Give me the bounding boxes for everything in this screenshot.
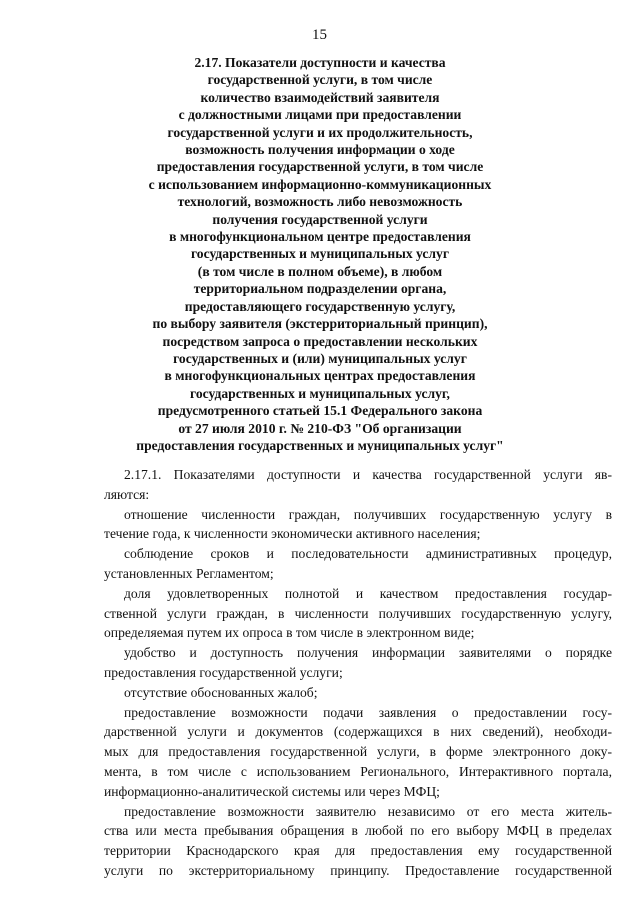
heading-line: возможность получения информации о ходе — [185, 142, 455, 158]
heading-line: в многофункциональном центре предоставления — [169, 229, 471, 245]
heading-line: посредством запроса о предоставлении нескольких — [162, 333, 478, 349]
body-line: течение года, к численности экономически активного населения; — [104, 526, 481, 542]
body-line: ляются: — [104, 486, 150, 502]
heading-line: государственных и муниципальных услуг, — [190, 385, 450, 401]
page-number: 15 — [312, 27, 327, 43]
body-text — [104, 465, 612, 881]
heading-line: получения государственной услуги — [212, 211, 428, 227]
body-line: ства или места пребывания обращения в любой по его выбору МФЦ в пределах — [104, 823, 612, 839]
heading-line: по выбору заявителя (экстерриториальный принцип), — [152, 316, 488, 332]
heading-line: количество взаимодействий заявителя — [200, 89, 440, 105]
heading-line: предоставления государственных и муниципальных услуг" — [136, 437, 504, 453]
body-line: предоставление возможности подачи заявления о предоставлении госу- — [124, 704, 612, 720]
heading-line: предоставляющего государственную услугу, — [184, 298, 456, 314]
heading-line: государственной услуги и их продолжительность, — [167, 124, 473, 140]
heading-line: в многофункциональных центрах предоставления — [164, 368, 476, 384]
body-line: отношение численности граждан, получивших государственную услугу в — [124, 506, 612, 522]
heading-line: (в том числе в полном объеме), в любом — [197, 263, 443, 279]
body-line: отсутствие обоснованных жалоб; — [124, 684, 318, 700]
body-line: мых для предоставления государственной услуги, в форме электронного доку- — [104, 744, 612, 760]
body-line: установленных Регламентом; — [104, 565, 274, 581]
heading-line: с должностными лицами при предоставлении — [178, 107, 462, 123]
heading-line: государственных и (или) муниципальных услуг — [173, 350, 467, 366]
heading-line: предоставления государственной услуги, в том числе — [156, 159, 484, 175]
section-heading — [100, 54, 540, 454]
heading-line: с использованием информационно-коммуникационных — [148, 176, 492, 192]
body-line: удобство и доступность получения информации заявителями о порядке — [124, 645, 612, 661]
heading-line: технологий, возможность либо невозможность — [177, 194, 463, 210]
body-line: предоставление возможности заявителю независимо от его места житель- — [124, 803, 612, 819]
body-line: дарственной услуги и документов (содержащихся в них сведений), необходи- — [104, 724, 612, 740]
body-line: определяемая путем их опроса в том числе в электронном виде; — [104, 625, 475, 641]
heading-line: 2.17. Показатели доступности и качества — [194, 55, 446, 70]
body-line: предоставления государственной услуги; — [104, 664, 343, 680]
body-line: соблюдение сроков и последовательности административных процедур, — [124, 546, 612, 562]
body-line: доля удовлетворенных полнотой и качеством предоставления государ- — [124, 585, 612, 601]
body-line: услуги по экстерриториальному принципу. Предоставление государственной — [104, 862, 612, 878]
body-line: мента, в том числе с использованием Регионального, Интерактивного портала, — [104, 763, 612, 779]
heading-line: государственной услуги, в том числе — [207, 72, 433, 88]
heading-line: предусмотренного статьей 15.1 Федерального закона — [157, 403, 483, 419]
heading-line: территориальном подразделении органа, — [193, 281, 447, 297]
body-line: территории Краснодарского края для предоставления ему государственной — [104, 843, 612, 859]
body-line: информационно-аналитической системы или через МФЦ; — [104, 783, 440, 799]
body-line: ственной услуги граждан, в численности получивших государственную услугу, — [104, 605, 612, 621]
body-line: 2.17.1. Показателями доступности и качества государственной услуги яв- — [124, 467, 612, 482]
heading-line: государственных и муниципальных услуг — [190, 246, 450, 262]
heading-line: от 27 июля 2010 г. № 210-ФЗ "Об организации — [178, 420, 462, 436]
